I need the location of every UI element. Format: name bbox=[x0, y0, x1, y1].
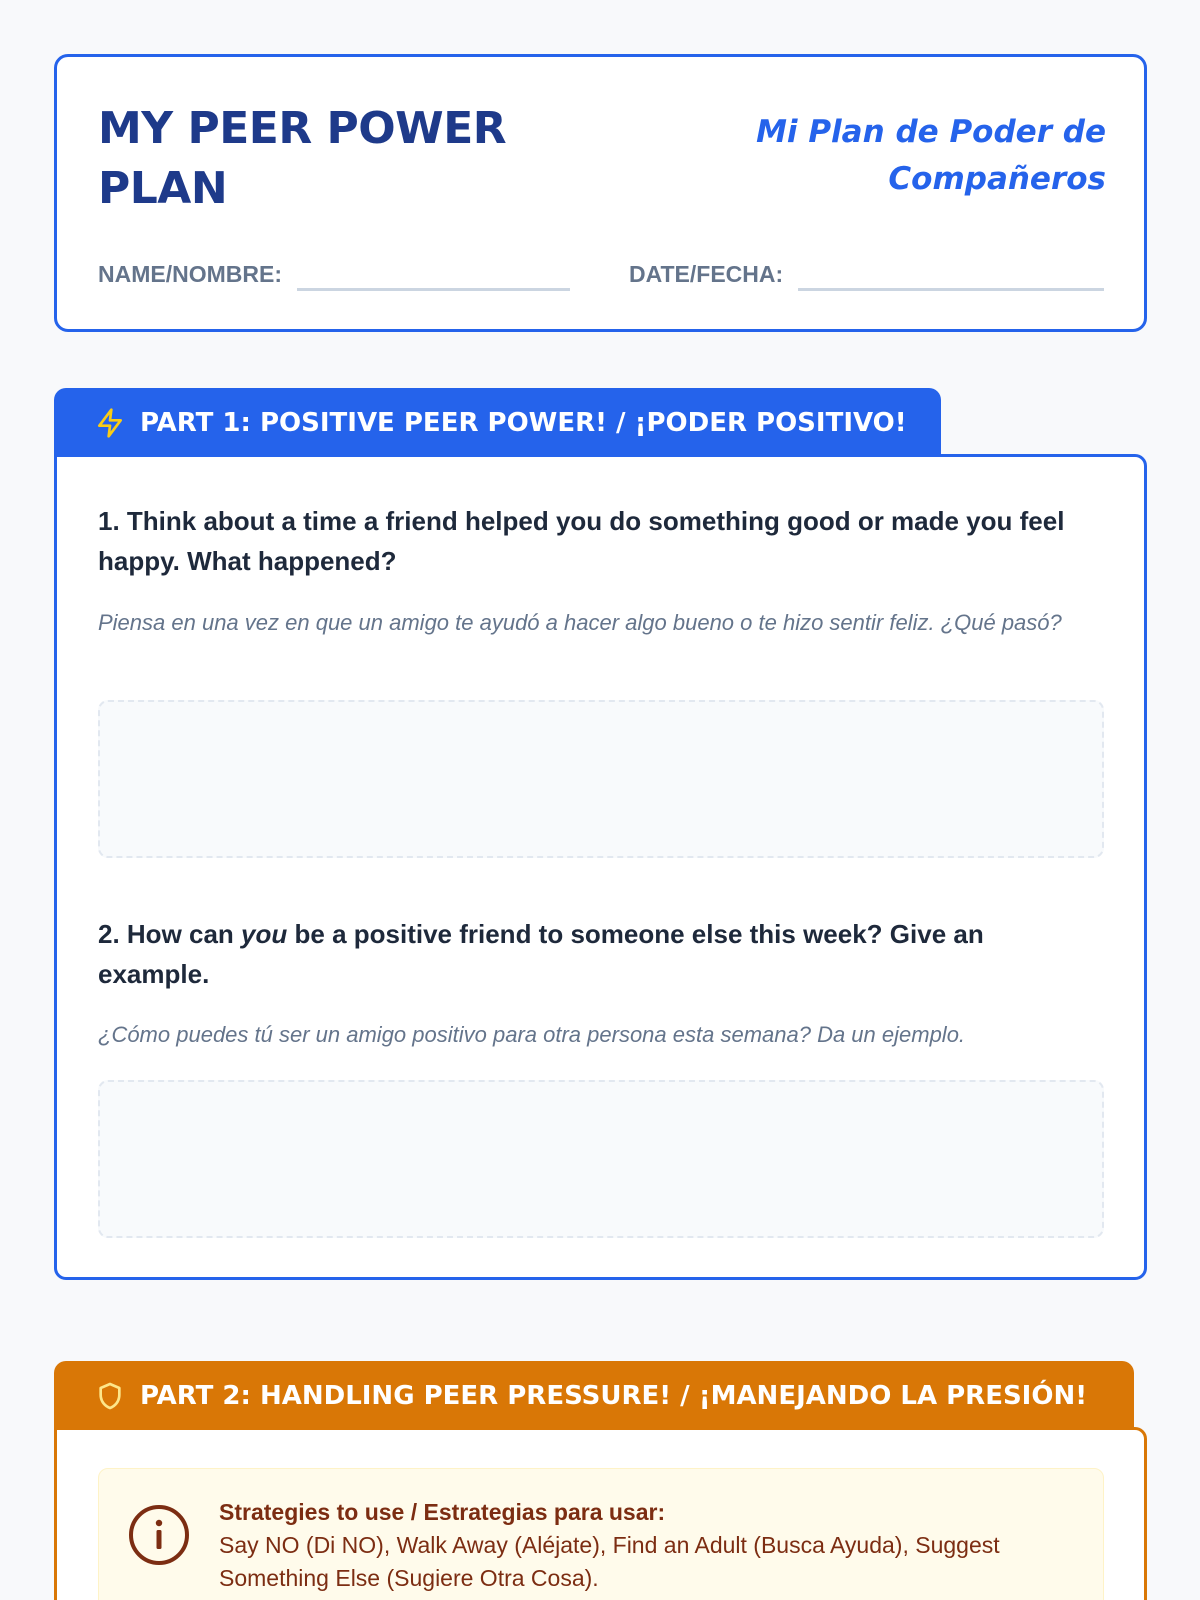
part2-header bbox=[54, 1361, 1134, 1431]
name-field[interactable] bbox=[297, 288, 570, 291]
header-card bbox=[54, 54, 1147, 332]
answer-box-1[interactable] bbox=[98, 700, 1104, 858]
answer-box-2[interactable] bbox=[98, 1080, 1104, 1238]
strategies-text: Say NO (Di NO), Walk Away (Aléjate), Find an Adult (Busca Ayuda), Suggest Something Else (Sugiere Otra Cosa). bbox=[219, 1532, 1000, 1591]
page-subtitle: Mi Plan de Poder de Compañeros bbox=[756, 114, 1106, 197]
strategies-box bbox=[98, 1468, 1104, 1600]
part1-section bbox=[54, 454, 1147, 1280]
name-label: NAME/NOMBRE: bbox=[98, 261, 282, 287]
date-field[interactable] bbox=[798, 288, 1104, 291]
info-icon bbox=[127, 1503, 191, 1567]
date-label: DATE/FECHA: bbox=[629, 261, 784, 287]
page-title: MY PEER POWER PLAN bbox=[98, 103, 507, 214]
part2-title: PART 2: HANDLING PEER PRESSURE! / ¡MANEJANDO LA PRESIÓN! bbox=[140, 1381, 1088, 1411]
part2-section bbox=[54, 1427, 1147, 1600]
question-1: 1. Think about a time a friend helped you do something good or made you feel happy. What happened? bbox=[98, 506, 1065, 576]
question-2-spanish: ¿Cómo puedes tú ser un amigo positivo para otra persona esta semana? Da un ejemplo. bbox=[98, 1022, 966, 1047]
strategies-title: Strategies to use / Estrategias para usar: bbox=[219, 1499, 666, 1525]
shield-icon bbox=[94, 1380, 126, 1412]
question-1-spanish: Piensa en una vez en que un amigo te ayudó a hacer algo bueno o te hizo sentir feliz. ¿Qué pasó? bbox=[98, 610, 1062, 635]
question-2: 2. How can you be a positive friend to someone else this week? Give an example. bbox=[98, 919, 984, 989]
part1-title: PART 1: POSITIVE PEER POWER! / ¡PODER POSITIVO! bbox=[140, 408, 907, 438]
part1-header bbox=[54, 388, 941, 458]
lightning-icon bbox=[94, 407, 126, 439]
